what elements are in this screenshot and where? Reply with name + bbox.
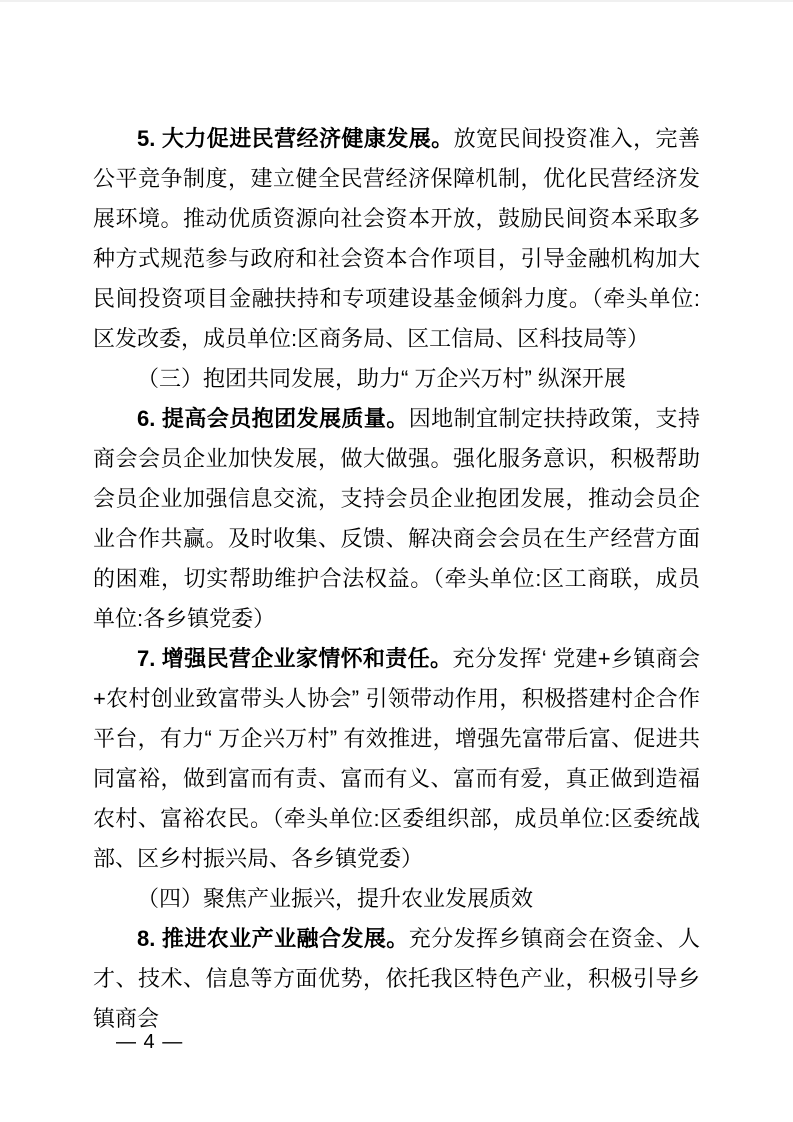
paragraph-item-5 (93, 119, 700, 359)
paragraph-lead: 6. 提高会员抱团发展质量。 (137, 406, 409, 431)
paragraph-lead: 5. 大力促进民营经济健康发展。 (137, 126, 454, 151)
subheading-section-4 (93, 879, 700, 919)
scan-artifact-top-edge (0, 0, 793, 2)
document-body (93, 119, 700, 1039)
paragraph-text: （四）聚焦产业振兴，提升农业发展质效 (137, 886, 534, 911)
paragraph-lead: 7. 增强民营企业家情怀和责任。 (137, 646, 453, 671)
footer-page-number: — 4 — (116, 1031, 184, 1053)
paragraph-text: 充分发挥乡镇商会在资金、人才、技术、信息等方面优势，依托我区特色产业，积极引导乡镇商会 (93, 926, 700, 1031)
paragraph-item-7 (93, 639, 700, 879)
subheading-section-3 (93, 359, 700, 399)
paragraph-item-6 (93, 399, 700, 639)
paragraph-text: 因地制宜制定扶持政策，支持商会会员企业加快发展，做大做强。强化服务意识，积极帮助会员企业加强信息交流，支持会员企业抱团发展，推动会员企业合作共赢。及时收集、反馈、解决商会会员在生产经营方面的困难，切实帮助维护合法权益。（牵头单位:区工商联，成员单位:各乡镇党委） (93, 406, 700, 631)
paragraph-item-8 (93, 919, 700, 1039)
paragraph-text: 充分发挥‘ 党建+乡镇商会+农村创业致富带头人协会” 引领带动作用，积极搭建村企合作平台，有力“ 万企兴万村” 有效推进，增强先富带后富、促进共同富裕，做到富而有责、富而有义、富而有爱，真正做到造福农村、富裕农民。（牵头单位:区委组织部，成员单位:区委统战部、区乡村振兴局、各乡镇党委） (93, 646, 700, 871)
paragraph-lead: 8. 推进农业产业融合发展。 (137, 926, 409, 951)
paragraph-text: （三）抱团共同发展，助力“ 万企兴万村” 纵深开展 (137, 366, 626, 391)
paragraph-text: 放宽民间投资准入，完善公平竞争制度，建立健全民营经济保障机制，优化民营经济发展环境。推动优质资源向社会资本开放，鼓励民间资本采取多种方式规范参与政府和社会资本合作项目，引导金融机构加大民间投资项目金融扶持和专项建设基金倾斜力度。（牵头单位:区发改委，成员单位:区商务局、区工信局、区科技局等） (93, 126, 700, 351)
